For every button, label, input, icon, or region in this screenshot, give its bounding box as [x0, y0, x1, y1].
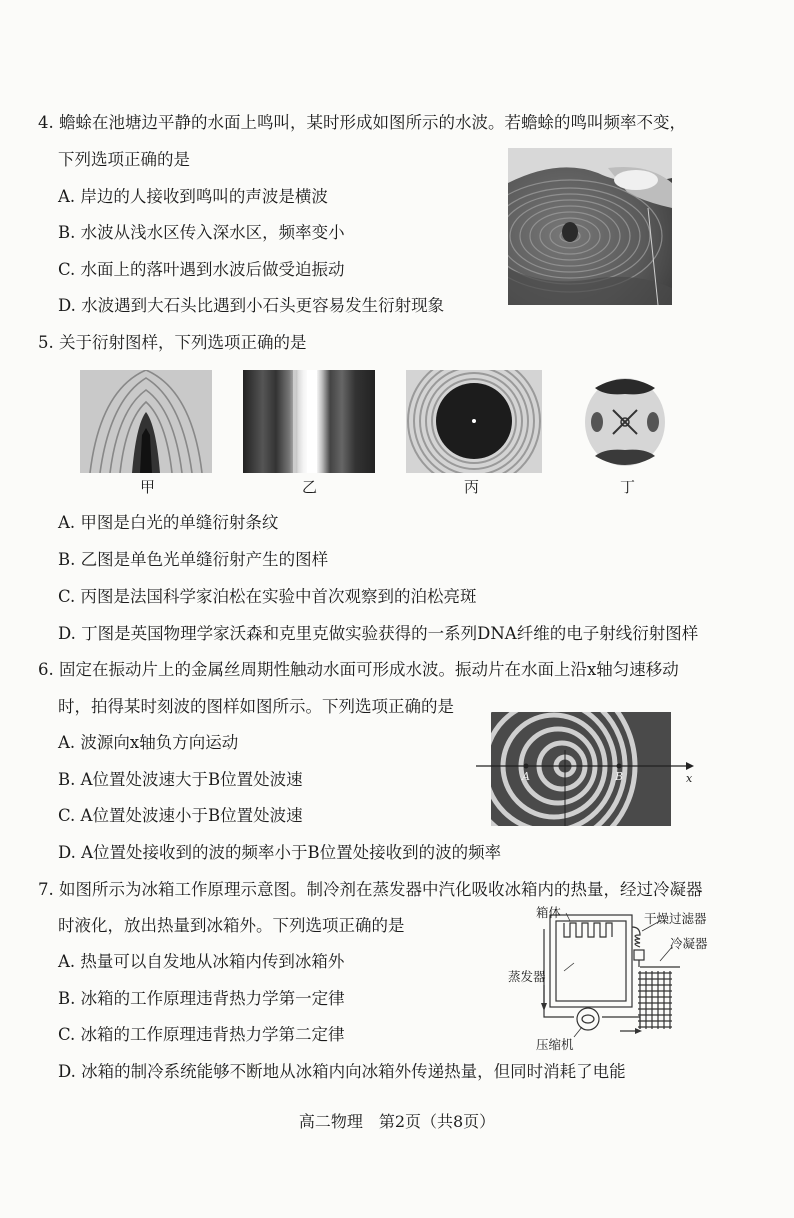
q5-figure-ding [575, 370, 675, 473]
q7-option-a: A. 热量可以自发地从冰箱内传到冰箱外 [58, 952, 345, 971]
q7-label-dryer: 干燥过滤器 [644, 911, 707, 926]
q4-option-c: C. 水面上的落叶遇到水波后做受迫振动 [58, 260, 345, 279]
q7-fridge-diagram [530, 905, 720, 1053]
q5-option-b: B. 乙图是单色光单缝衍射产生的图样 [58, 550, 329, 569]
q5-caption-ding: 丁 [620, 478, 636, 496]
q5-option-a: A. 甲图是白光的单缝衍射条纹 [58, 513, 279, 532]
q6-option-c: C. A位置处波速小于B位置处波速 [58, 806, 303, 825]
q6-option-b: B. A位置处波速大于B位置处波速 [58, 770, 303, 789]
q7-label-box: 箱体 [536, 905, 562, 920]
q7-label-condenser: 冷凝器 [670, 936, 708, 951]
q5-figure-jia [80, 370, 212, 473]
q6-option-d: D. A位置处接收到的波的频率小于B位置处接收到的波的频率 [58, 843, 502, 862]
q4-option-b: B. 水波从浅水区传入深水区，频率变小 [58, 223, 345, 242]
q7-stem-line2: 时液化，放出热量到冰箱外。下列选项正确的是 [58, 916, 405, 935]
q4-option-a: A. 岸边的人接收到鸣叫的声波是横波 [58, 187, 328, 206]
q6-label-a: A [522, 770, 530, 783]
q4-stem-line2: 下列选项正确的是 [58, 150, 190, 169]
q5-option-c: C. 丙图是法国科学家泊松在实验中首次观察到的泊松亮斑 [58, 587, 477, 606]
q6-option-a: A. 波源向x轴负方向运动 [58, 733, 239, 752]
q4-option-d: D. 水波遇到大石头比遇到小石头更容易发生衍射现象 [58, 296, 445, 315]
q7-option-c: C. 冰箱的工作原理违背热力学第二定律 [58, 1025, 345, 1044]
q6-stem-line2: 时，拍得某时刻波的图样如图所示。下列选项正确的是 [58, 697, 454, 716]
q7-stem-line1: 7. 如图所示为冰箱工作原理示意图。制冷剂在蒸发器中汽化吸收冰箱内的热量，经过冷凝器 [38, 880, 703, 899]
q6-stem-line1: 6. 固定在振动片上的金属丝周期性触动水面可形成水波。振动片在水面上沿x轴匀速移动 [38, 660, 679, 679]
q5-caption-jia: 甲 [140, 478, 156, 496]
q4-pond-photo [508, 148, 672, 305]
q4-stem-line1: 4. 蟾蜍在池塘边平静的水面上鸣叫，某时形成如图所示的水波。若蟾蜍的鸣叫频率不变， [38, 113, 686, 132]
q6-label-b: B [615, 770, 624, 783]
q6-wave-figure [464, 710, 700, 828]
q5-caption-yi: 乙 [302, 478, 318, 496]
q5-stem: 5. 关于衍射图样，下列选项正确的是 [38, 333, 307, 352]
q7-option-b: B. 冰箱的工作原理违背热力学第一定律 [58, 989, 345, 1008]
q7-option-d: D. 冰箱的制冷系统能够不断地从冰箱内向冰箱外传递热量，但同时消耗了电能 [58, 1062, 626, 1081]
q5-caption-bing: 丙 [464, 478, 480, 496]
q5-option-d: D. 丁图是英国物理学家沃森和克里克做实验获得的一系列DNA纤维的电子射线衍射图样 [58, 624, 699, 643]
q6-label-x: x [686, 772, 693, 785]
q5-figure-yi [243, 370, 375, 473]
q7-label-compressor: 压缩机 [536, 1037, 574, 1052]
page-footer: 高二物理 第2页（共8页） [298, 1112, 496, 1131]
q7-label-evaporator: 蒸发器 [508, 969, 546, 984]
q5-figure-bing [406, 370, 542, 473]
